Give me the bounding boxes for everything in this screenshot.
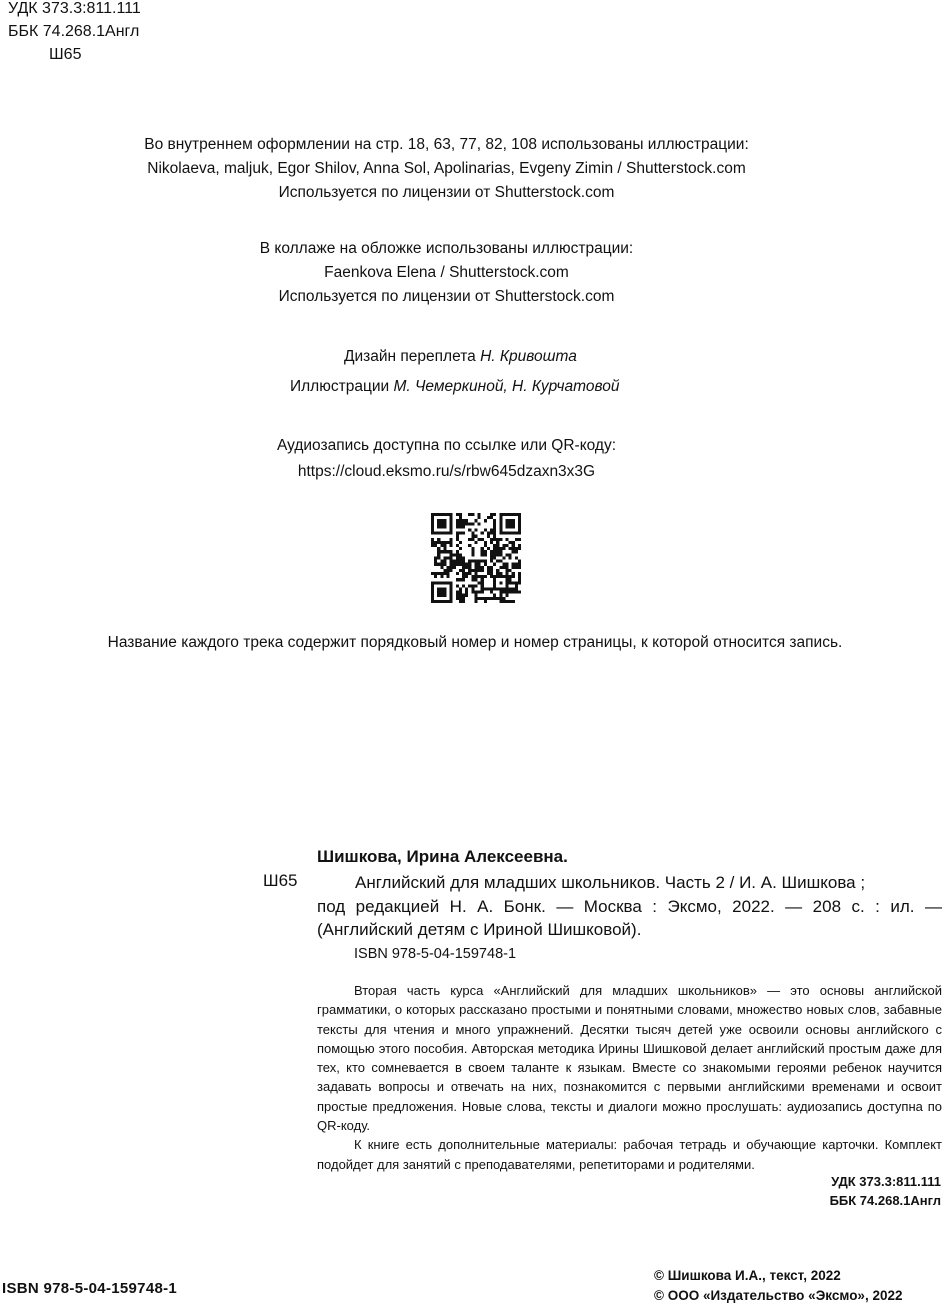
illustrations-inner-line1: Во внутреннем оформлении на стр. 18, 63, 77, 82, 108 использованы иллюстрации: [144, 136, 749, 153]
copyright-block [654, 1266, 902, 1306]
catalog-title-line1: Английский для младших школьников. Часть 2 / И. А. Шишкова ; [355, 873, 866, 892]
design-label: Дизайн переплета [344, 348, 476, 365]
bbk-code-bottom: ББК 74.268.1Англ [829, 1193, 941, 1208]
illustrations-cover-line3: Используется по лицензии от Shutterstock.com [278, 288, 615, 305]
design-credit [344, 348, 577, 366]
illustrations-inner-line3: Используется по лицензии от Shutterstock.com [278, 184, 615, 201]
catalog-title [317, 871, 942, 942]
isbn-footer: ISBN 978-5-04-159748-1 [2, 1280, 178, 1297]
annotation-paragraph-1: Вторая часть курса «Английский для младших школьников» — это основы английской грамматики, о которых рассказано простыми и понятными словами, множество новых слов, забавные тексты для чтения и много упражнений. Десятки тысяч детей уже освоили основы английского с помощью этого пособия. Авторская методика Ирины Шишковой делает английский простым даже для тех, кто сомневается в своем таланте к языкам. Вместе со знакомыми героями ребенок научится задавать вопросы и отвечать на них, познакомится с первыми английскими временами и освоит простые предложения. Новые слова, тексты и диалоги можно прослушать: аудиозапись доступна по QR-коду. [317, 983, 942, 1134]
annotation-paragraph-2: К книге есть дополнительные материалы: рабочая тетрадь и обучающие карточки. Комплект подойдет для занятий с преподавателями, репетиторами и родителями. [317, 1137, 942, 1172]
classification-top [8, 0, 141, 66]
audio-line: Аудиозапись доступна по ссылке или QR-коду: [276, 437, 617, 454]
qr-code-graphic [431, 513, 521, 603]
catalog-isbn: ISBN 978-5-04-159748-1 [354, 946, 517, 962]
annotation [317, 981, 942, 1174]
audio-info [0, 433, 893, 485]
illustrators-names: М. Чемеркиной, Н. Курчатовой [393, 378, 620, 395]
catalog-title-rest: под редакцией Н. А. Бонк. — Москва : Эксмо, 2022. — 208 с. : ил. — (Английский детям с Ириной Шишковой). [317, 896, 942, 939]
track-note: Название каждого трека содержит порядковый номер и номер страницы, к которой относится запись. [107, 634, 843, 651]
copyright-publisher: © ООО «Издательство «Эксмо», 2022 [654, 1288, 903, 1303]
illustrations-cover-line2: Faenkova Elena / Shutterstock.com [324, 264, 569, 281]
copyright-author: © Шишкова И.А., текст, 2022 [654, 1268, 841, 1283]
illustrations-cover-credit [0, 237, 893, 309]
udk-code: УДК 373.3:811.111 [8, 0, 141, 17]
illustrations-inner-line2: Nikolaeva, maljuk, Egor Shilov, Anna Sol, Apolinarias, Evgeny Zimin / Shutterstock.com [147, 160, 746, 177]
illustrations-cover-line1: В коллаже на обложке использованы иллюстрации: [259, 240, 634, 257]
qr-code-icon[interactable] [431, 513, 521, 603]
illustrators-credit [290, 378, 619, 396]
catalog-author: Шишкова, Ирина Алексеевна. [317, 847, 568, 866]
catalog-code: Ш65 [263, 871, 298, 890]
classification-bottom [830, 1172, 941, 1210]
illustrators-label: Иллюстрации [290, 378, 390, 395]
bbk-code: ББК 74.268.1Англ [8, 23, 140, 40]
design-name: Н. Кривошта [480, 348, 577, 365]
udk-code-bottom: УДК 373.3:811.111 [831, 1174, 941, 1189]
illustrations-inner-credit [0, 133, 893, 205]
audio-url[interactable]: https://cloud.eksmo.ru/s/rbw645dzaxn3x3G [297, 463, 596, 480]
author-code: Ш65 [49, 46, 82, 63]
